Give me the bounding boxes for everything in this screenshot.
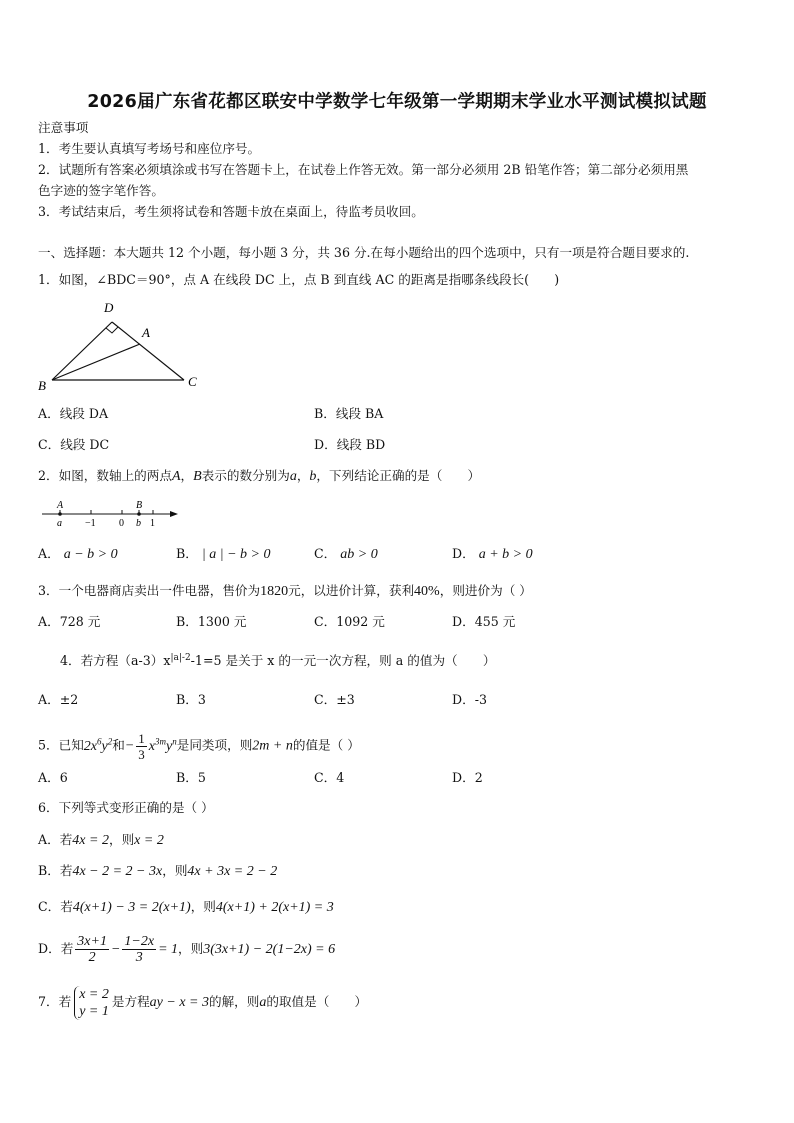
- q2-stem: 2．如图，数轴上的两点A，B表示的数分别为a，b，下列结论正确的是（ ）: [38, 468, 481, 484]
- q1-option-b: B．线段 BA: [314, 406, 384, 421]
- q5-option-a: A．6: [38, 770, 68, 785]
- q2-number-line: [38, 498, 180, 532]
- notice-item-2: 2．试题所有答案必须填涂或书写在答题卡上，在试卷上作答无效。第一部分必须用 2B 铅笔作答；第二部分必须用黑: [38, 162, 689, 177]
- q2-option-d: D． a + b > 0: [452, 546, 533, 562]
- notice-item-1: 1．考生要认真填写考场号和座位序号。: [38, 141, 261, 156]
- q3-option-c: C．1092 元: [314, 614, 385, 629]
- svg-text:a: a: [57, 518, 62, 529]
- svg-text:B: B: [136, 500, 143, 511]
- q5-option-b: B．5: [176, 770, 206, 785]
- label-b: B: [38, 378, 46, 393]
- q6-option-b: B．若4x − 2 = 2 − 3x，则4x + 3x = 2 − 2: [38, 863, 278, 879]
- notice-heading: 注意事项: [38, 120, 89, 135]
- q5-option-d: D．2: [452, 770, 483, 785]
- q1-option-c: C．线段 DC: [38, 437, 110, 452]
- q2-option-b: B． | a | − b > 0: [176, 546, 271, 562]
- q4-stem: 4．若方程$(a-3)x^{|a|-2}-1=5$ 是关于 x 的一元一次方程，则 a 的值为（ ）: [60, 653, 496, 669]
- q2-option-a: A． a − b > 0: [38, 546, 118, 562]
- section-heading: 一、选择题：本大题共 12 个小题，每小题 3 分，共 36 分.在每小题给出的四个选项中，只有一项是符合题目要求的.: [38, 245, 690, 260]
- q1-triangle-figure: [34, 298, 204, 394]
- q4-option-a: A．±2: [38, 692, 79, 707]
- q3-option-a: A．728 元: [38, 614, 101, 629]
- svg-text:A: A: [57, 500, 64, 511]
- q7-stem: 7．若 x = 2 y = 1 是方程ay − x = 3的解，则a的取值是（ ）: [38, 986, 368, 1019]
- q6-option-a: A．若4x = 2，则x = 2: [38, 832, 164, 848]
- q1-option-d: D．线段 BD: [314, 437, 386, 452]
- q3-option-d: D．455 元: [452, 614, 516, 629]
- svg-text:1: 1: [150, 518, 155, 529]
- label-c: C: [188, 374, 197, 389]
- label-d: D: [104, 300, 114, 315]
- svg-text:−1: −1: [85, 518, 96, 529]
- q6-stem: 6．下列等式变形正确的是（ ）: [38, 800, 214, 815]
- q3-option-b: B．1300 元: [176, 614, 247, 629]
- notice-item-3: 3．考试结束后，考生须将试卷和答题卡放在桌面上，待监考员收回。: [38, 204, 424, 219]
- q3-stem: 3．一个电器商店卖出一件电器，售价为1820元，以进价计算，获利40%，则进价为（ ）: [38, 583, 532, 599]
- q5-stem: 5．已知$2x^6y^2$和− $\frac{1}{3}$ $x^{3m}y^n$是同类项，则2m + n的值是（ ）: [38, 730, 360, 762]
- q1-option-a: A．线段 DA: [38, 406, 109, 421]
- svg-text:0: 0: [119, 518, 124, 529]
- q6-option-d: D．若 $\frac{3x+1}{2}$ − $\frac{1-2x}{3}$ = 1，则3(3x+1) − 2(1−2x) = 6: [38, 934, 336, 965]
- q2-option-c: C． ab > 0: [314, 546, 378, 562]
- q6-option-c: C．若4(x+1) − 3 = 2(x+1)，则4(x+1) + 2(x+1) = 3: [38, 899, 334, 915]
- label-a: A: [142, 325, 150, 340]
- q4-option-c: C．±3: [314, 692, 355, 707]
- svg-text:b: b: [136, 518, 141, 529]
- notice-item-2-cont: 色字迹的签字笔作答。: [38, 183, 164, 198]
- page-title: 2026届广东省花都区联安中学数学七年级第一学期期末学业水平测试模拟试题: [87, 92, 707, 112]
- q4-option-b: B．3: [176, 692, 206, 707]
- q4-option-d: D．-3: [452, 692, 487, 707]
- q1-stem: 1．如图，∠BDC＝90°，点 A 在线段 DC 上，点 B 到直线 AC 的距离是指哪条线段长( ): [38, 272, 560, 287]
- q5-option-c: C．4: [314, 770, 345, 785]
